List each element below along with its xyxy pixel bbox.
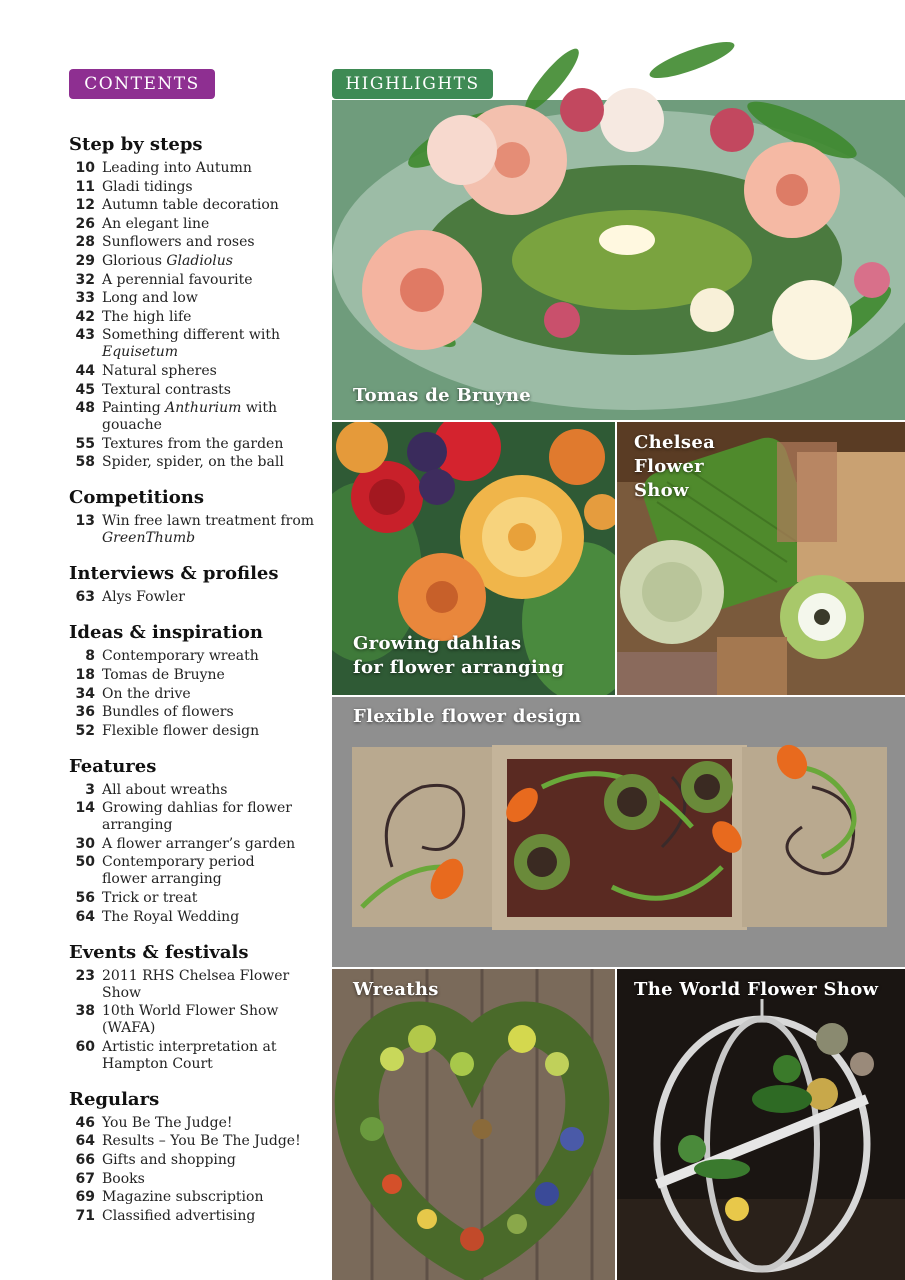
entry-title	[102, 782, 227, 799]
toc-entry[interactable]	[69, 1003, 324, 1037]
page-number: 45	[75, 381, 95, 398]
page-number: 11	[75, 178, 95, 195]
entry-title	[102, 436, 283, 453]
caption-growing-dahlias	[353, 632, 564, 680]
caption-dahlias-line2: for flower arranging	[353, 657, 565, 678]
section-heading: Ideas & inspiration	[69, 622, 263, 644]
entry-title	[102, 854, 255, 888]
page-number: 29	[75, 252, 95, 269]
entry-title-text: An elegant line	[102, 215, 210, 232]
entry-title-text: Alys Fowler	[102, 589, 185, 606]
page-number: 3	[85, 781, 95, 798]
entry-title-text: Flexible flower design	[102, 722, 260, 739]
page-number: 43	[75, 327, 95, 344]
entry-title	[102, 909, 239, 926]
wreath-image	[332, 969, 615, 1280]
contents-label: CONTENTS	[69, 69, 215, 99]
toc-entry[interactable]	[69, 513, 324, 547]
world-flower-show-image	[617, 969, 905, 1280]
toc-entry[interactable]	[69, 436, 324, 453]
entry-title-text: Books	[102, 1170, 145, 1187]
entry-title-text: Painting	[102, 400, 166, 417]
entry-title	[102, 723, 259, 740]
caption-chelsea-line3: Show	[634, 480, 689, 501]
toc-section	[69, 1089, 324, 1225]
page-number: 64	[75, 908, 95, 925]
entry-title	[102, 309, 191, 326]
page-number: 14	[75, 800, 95, 817]
entry-title	[102, 1133, 301, 1150]
entry-title-text: Classified advertising	[102, 1207, 256, 1224]
page-number: 10	[75, 160, 95, 176]
toc-entry[interactable]	[69, 704, 324, 721]
page-number: 28	[75, 234, 95, 251]
page-number: 32	[75, 271, 95, 288]
entry-title-text: Glorious	[102, 252, 167, 269]
toc-section	[69, 942, 324, 1073]
toc-entry[interactable]	[69, 179, 324, 196]
entry-title	[102, 1115, 233, 1132]
entry-title	[102, 1208, 255, 1225]
entry-title	[102, 968, 324, 1002]
photo-flexible-flower-design[interactable]	[332, 697, 905, 967]
entry-title-text: Autumn table decoration	[102, 197, 279, 214]
entry-title-text: Contemporary period	[102, 854, 255, 871]
section-heading: Competitions	[69, 487, 204, 509]
toc-entry[interactable]	[69, 800, 324, 834]
caption-flexible-flower-design: Flexible flower design	[353, 706, 582, 727]
entry-title-text: On the drive	[102, 685, 191, 702]
page-number: 69	[75, 1189, 95, 1206]
caption-wreaths: Wreaths	[353, 979, 439, 1000]
toc-entry[interactable]	[69, 309, 324, 326]
toc-entry[interactable]	[69, 1171, 324, 1188]
entry-title-text: A flower arranger’s garden	[102, 835, 296, 852]
entry-title-text: The high life	[102, 308, 192, 325]
page-number: 26	[75, 215, 95, 232]
toc-entry[interactable]	[69, 1208, 324, 1225]
page-number: 58	[75, 454, 95, 471]
entry-title-text: Leading into Autumn	[102, 160, 252, 176]
entry-title	[102, 513, 314, 547]
page-number: 42	[75, 308, 95, 325]
entry-title-text: Spider, spider, on the ball	[102, 454, 284, 471]
page-number: 60	[75, 1038, 95, 1055]
toc-entry[interactable]	[69, 400, 324, 434]
toc-entry[interactable]	[69, 589, 324, 606]
entry-title	[102, 648, 259, 665]
caption-chelsea-line2: Flower	[634, 456, 704, 477]
entry-title-line2: GreenThumb	[102, 530, 196, 547]
entry-title-text: Natural spheres	[102, 362, 217, 379]
entry-title-text: Artistic interpretation at	[102, 1038, 277, 1055]
entry-title	[102, 890, 197, 907]
entry-title-italic: Anthurium	[165, 400, 242, 417]
entry-title	[102, 382, 231, 399]
toc-entry[interactable]	[69, 1152, 324, 1169]
entry-title-text: All about wreaths	[102, 781, 228, 798]
caption-chelsea-line1: Chelsea	[634, 432, 716, 453]
page-number: 46	[75, 1114, 95, 1131]
entry-title-text: 10th World Flower Show (WAFA)	[102, 1003, 279, 1037]
photo-chelsea-flower-show[interactable]	[617, 422, 905, 695]
toc-entry[interactable]	[69, 382, 324, 399]
toc-entry[interactable]	[69, 253, 324, 270]
entry-title	[102, 1152, 236, 1169]
entry-title	[102, 290, 198, 307]
page-number: 8	[85, 648, 95, 665]
entry-title-text: Long and low	[102, 290, 198, 307]
toc-entry[interactable]	[69, 782, 324, 799]
entry-title	[102, 836, 295, 853]
entry-title	[102, 363, 217, 380]
photo-growing-dahlias[interactable]	[332, 422, 615, 695]
page-number: 64	[75, 1133, 95, 1150]
entry-title	[102, 197, 279, 214]
entry-title-text: Results – You Be The Judge!	[102, 1133, 301, 1150]
toc-entry[interactable]	[69, 648, 324, 665]
entry-title-line2: Equisetum	[102, 344, 179, 361]
page-number: 48	[75, 400, 95, 417]
page-number: 67	[75, 1170, 95, 1187]
section-heading: Interviews & profiles	[69, 563, 279, 585]
toc-entry[interactable]	[69, 363, 324, 380]
toc-section	[69, 622, 324, 739]
toc-entry[interactable]	[69, 272, 324, 289]
page-number: 56	[75, 890, 95, 907]
entry-title-text: The Royal Wedding	[102, 908, 240, 925]
page-number: 12	[75, 197, 95, 214]
entry-title-text: Gladi tidings	[102, 178, 193, 195]
toc-entry[interactable]	[69, 854, 324, 888]
section-heading: Features	[69, 755, 157, 777]
entry-title-text: Sunflowers and roses	[102, 234, 255, 251]
entry-title	[102, 686, 191, 703]
entry-title-line2: Hampton Court	[102, 1055, 213, 1072]
page-number: 33	[75, 290, 95, 307]
page-number: 23	[75, 967, 95, 984]
toc-entry[interactable]	[69, 290, 324, 307]
entry-title-text: Tomas de Bruyne	[102, 666, 225, 683]
caption-tomas-de-bruyne: Tomas de Bruyne	[353, 385, 532, 406]
entry-title-text: You Be The Judge!	[102, 1114, 233, 1131]
toc-entry[interactable]	[69, 454, 324, 471]
entry-title	[102, 179, 193, 196]
entry-title-text: Trick or treat	[102, 890, 198, 907]
entry-title-line2: flower arranging	[102, 871, 222, 888]
entry-title	[102, 589, 185, 606]
entry-title	[102, 454, 284, 471]
toc-entry[interactable]	[69, 1133, 324, 1150]
toc-entry[interactable]	[69, 327, 324, 361]
page-number: 38	[75, 1003, 95, 1020]
toc-entry[interactable]	[69, 909, 324, 926]
entry-title-text: Something different with	[102, 327, 280, 344]
page-number: 18	[75, 666, 95, 683]
section-heading: Step by steps	[69, 134, 203, 155]
toc-entry[interactable]	[69, 1115, 324, 1132]
toc-section	[69, 134, 324, 471]
table-of-contents	[69, 134, 324, 1241]
entry-title	[102, 667, 225, 684]
toc-entry[interactable]	[69, 1039, 324, 1073]
entry-title-text: Growing dahlias for flower	[102, 800, 292, 817]
entry-title	[102, 704, 234, 721]
entry-title	[102, 1003, 324, 1037]
toc-entry[interactable]	[69, 723, 324, 740]
entry-title	[102, 253, 233, 270]
entry-title-after: with gouache	[102, 400, 277, 434]
entry-title	[102, 400, 324, 434]
toc-entry[interactable]	[69, 234, 324, 251]
toc-section	[69, 756, 324, 926]
entry-title	[102, 272, 253, 289]
page-number: 36	[75, 704, 95, 721]
toc-entry[interactable]	[69, 216, 324, 233]
page-number: 13	[75, 513, 95, 530]
entry-title-text: 2011 RHS Chelsea Flower Show	[102, 967, 290, 1001]
page-number: 55	[75, 435, 95, 452]
caption-world-flower-show: The World Flower Show	[634, 979, 879, 1000]
photo-world-flower-show[interactable]	[617, 969, 905, 1280]
toc-entry[interactable]	[69, 836, 324, 853]
entry-title-line2: arranging	[102, 817, 173, 834]
entry-title	[102, 1189, 263, 1206]
flexible-design-image	[332, 697, 905, 967]
page-number: 34	[75, 685, 95, 702]
page-number: 52	[75, 722, 95, 739]
entry-title	[102, 216, 209, 233]
entry-title-text: Textural contrasts	[102, 381, 231, 398]
section-heading: Regulars	[69, 1088, 160, 1110]
toc-section	[69, 563, 324, 606]
entry-title-text: A perennial favourite	[102, 271, 253, 288]
toc-entry[interactable]	[69, 890, 324, 907]
photo-wreaths[interactable]	[332, 969, 615, 1280]
entry-title	[102, 1171, 145, 1188]
toc-entry[interactable]	[69, 667, 324, 684]
page-number: 71	[75, 1207, 95, 1224]
page-number: 30	[75, 835, 95, 852]
caption-dahlias-line1: Growing dahlias	[353, 633, 522, 654]
entry-title-text: Contemporary wreath	[102, 648, 259, 665]
toc-entry[interactable]	[69, 197, 324, 214]
entry-title-italic: Gladiolus	[166, 252, 233, 269]
page-number: 63	[75, 589, 95, 606]
entry-title	[102, 327, 280, 361]
entry-title	[102, 800, 292, 834]
caption-chelsea-flower-show	[634, 431, 715, 503]
toc-entry[interactable]	[69, 968, 324, 1002]
entry-title-text: Win free lawn treatment from	[102, 513, 315, 530]
toc-entry[interactable]	[69, 160, 324, 177]
page-number: 50	[75, 854, 95, 871]
entry-title-text: Textures from the garden	[102, 435, 284, 452]
section-heading: Events & festivals	[69, 941, 249, 963]
entry-title	[102, 1039, 276, 1073]
toc-section	[69, 487, 324, 547]
entry-title	[102, 160, 252, 177]
toc-entry[interactable]	[69, 686, 324, 703]
entry-title-text: Gifts and shopping	[102, 1152, 236, 1169]
highlights-label: HIGHLIGHTS	[332, 69, 493, 99]
page-number: 44	[75, 362, 95, 379]
toc-entry[interactable]	[69, 1189, 324, 1206]
entry-title	[102, 234, 255, 251]
page-number: 66	[75, 1152, 95, 1169]
entry-title-text: Magazine subscription	[102, 1189, 264, 1206]
entry-title-text: Bundles of flowers	[102, 704, 234, 721]
